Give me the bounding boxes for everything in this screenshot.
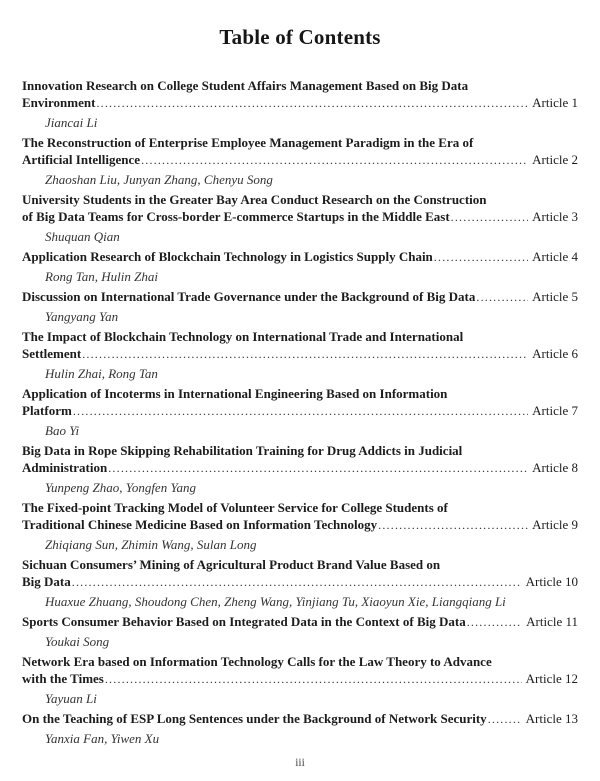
entry-title-line: Big Data (22, 574, 71, 589)
toc-entry (22, 613, 578, 650)
dot-leader (82, 346, 528, 363)
toc-entry (22, 385, 578, 439)
entry-title-line: Platform (22, 403, 72, 418)
entry-title (22, 499, 578, 534)
entry-title (22, 328, 578, 363)
entry-title-line: Administration (22, 460, 108, 475)
article-number: Article 2 (532, 152, 578, 167)
article-number: Article 11 (526, 614, 578, 629)
entry-authors: Zhiqiang Sun, Zhimin Wang, Sulan Long (45, 537, 257, 552)
entry-title-lastline (22, 94, 578, 112)
entry-title-lastline (22, 402, 578, 420)
entry-title (22, 248, 578, 266)
dot-leader (378, 517, 528, 534)
page-number: iii (295, 757, 305, 769)
entry-title-lastline (22, 459, 578, 477)
article-number: Article 10 (525, 574, 578, 589)
entry-title-lastline (22, 248, 578, 266)
entry-title-lastline (22, 613, 578, 631)
entry-authors: Yangyang Yan (45, 309, 119, 324)
entry-title-line: with the Times (22, 671, 104, 686)
toc-entry (22, 134, 578, 188)
dot-leader (72, 574, 522, 591)
entry-title (22, 613, 578, 631)
article-number: Article 6 (532, 346, 578, 361)
toc-entry (22, 710, 578, 747)
toc-entry (22, 556, 578, 610)
entry-authors: Hulin Zhai, Rong Tan (45, 366, 158, 381)
entry-title-line: Big Data in Rope Skipping Rehabilitation Training for Drug Addicts in Judicial (22, 443, 463, 458)
entry-title (22, 191, 578, 226)
entry-title-lastline (22, 516, 578, 534)
article-number: Article 5 (532, 289, 578, 304)
dot-leader (73, 403, 528, 420)
entry-title-line: Settlement (22, 346, 82, 361)
article-number: Article 3 (532, 209, 578, 224)
toc-entries (22, 77, 578, 747)
entry-title-lastline (22, 670, 578, 688)
entry-title-line: University Students in the Greater Bay Area Conduct Research on the Construction (22, 192, 487, 207)
entry-title (22, 288, 578, 306)
entry-title (22, 442, 578, 477)
toc-entry (22, 77, 578, 131)
entry-title (22, 385, 578, 420)
entry-title-line: Sichuan Consumers’ Mining of Agricultural Product Brand Value Based on (22, 557, 441, 572)
dot-leader (96, 95, 528, 112)
toc-entry (22, 248, 578, 285)
entry-authors: Rong Tan, Hulin Zhai (45, 269, 158, 284)
entry-title-lastline (22, 208, 578, 226)
entry-title-lastline (22, 710, 578, 728)
entry-title-line: Artificial Intelligence (22, 152, 141, 167)
entry-title-line: Sports Consumer Behavior Based on Integrated Data in the Context of Big Data (22, 614, 466, 629)
article-number: Article 12 (525, 671, 578, 686)
entry-title-line: The Fixed-point Tracking Model of Volunteer Service for College Students of (22, 500, 448, 515)
dot-leader (467, 614, 522, 631)
entry-title-lastline (22, 288, 578, 306)
entry-title-lastline (22, 573, 578, 591)
dot-leader (476, 289, 528, 306)
article-number: Article 9 (532, 517, 578, 532)
entry-title-line: On the Teaching of ESP Long Sentences under the Background of Network Security (22, 711, 487, 726)
entry-title-line: Network Era based on Information Technology Calls for the Law Theory to Advance (22, 654, 492, 669)
entry-authors: Youkai Song (45, 634, 110, 649)
entry-authors: Huaxue Zhuang, Shoudong Chen, Zheng Wang, Yinjiang Tu, Xiaoyun Xie, Liangqiang Li (45, 594, 506, 609)
entry-authors: Zhaoshan Liu, Junyan Zhang, Chenyu Song (45, 172, 273, 187)
dot-leader (108, 460, 528, 477)
entry-title-line: The Impact of Blockchain Technology on International Trade and International (22, 329, 464, 344)
entry-title-line: The Reconstruction of Enterprise Employee Management Paradigm in the Era of (22, 135, 474, 150)
article-number: Article 13 (525, 711, 578, 726)
entry-title-line: Application of Incoterms in International Engineering Based on Information (22, 386, 448, 401)
toc-entry (22, 442, 578, 496)
entry-authors: Yanxia Fan, Yiwen Xu (45, 731, 160, 746)
entry-title-line: of Big Data Teams for Cross-border E-commerce Startups in the Middle East (22, 209, 450, 224)
dot-leader (488, 711, 522, 728)
entry-authors: Jiancai Li (45, 115, 98, 130)
entry-title-lastline (22, 345, 578, 363)
dot-leader (451, 209, 529, 226)
entry-title (22, 77, 578, 112)
dot-leader (105, 671, 522, 688)
article-number: Article 7 (532, 403, 578, 418)
entry-authors: Yunpeng Zhao, Yongfen Yang (45, 480, 196, 495)
entry-title (22, 556, 578, 591)
entry-title-line: Traditional Chinese Medicine Based on Information Technology (22, 517, 378, 532)
page-title: Table of Contents (219, 25, 381, 49)
entry-title (22, 134, 578, 169)
entry-title-line: Innovation Research on College Student Affairs Management Based on Big Data (22, 78, 469, 93)
entry-title (22, 653, 578, 688)
dot-leader (141, 152, 528, 169)
article-number: Article 1 (532, 95, 578, 110)
entry-authors: Shuquan Qian (45, 229, 120, 244)
toc-entry (22, 288, 578, 325)
entry-title-line: Discussion on International Trade Governance under the Background of Big Data (22, 289, 476, 304)
dot-leader (434, 249, 528, 266)
toc-entry (22, 499, 578, 553)
entry-title-line: Environment (22, 95, 96, 110)
entry-title-lastline (22, 151, 578, 169)
toc-entry (22, 653, 578, 707)
article-number: Article 4 (532, 249, 578, 264)
entry-title (22, 710, 578, 728)
article-number: Article 8 (532, 460, 578, 475)
entry-authors: Yayuan Li (45, 691, 97, 706)
entry-authors: Bao Yi (45, 423, 80, 438)
toc-entry (22, 328, 578, 382)
entry-title-line: Application Research of Blockchain Technology in Logistics Supply Chain (22, 249, 433, 264)
toc-entry (22, 191, 578, 245)
